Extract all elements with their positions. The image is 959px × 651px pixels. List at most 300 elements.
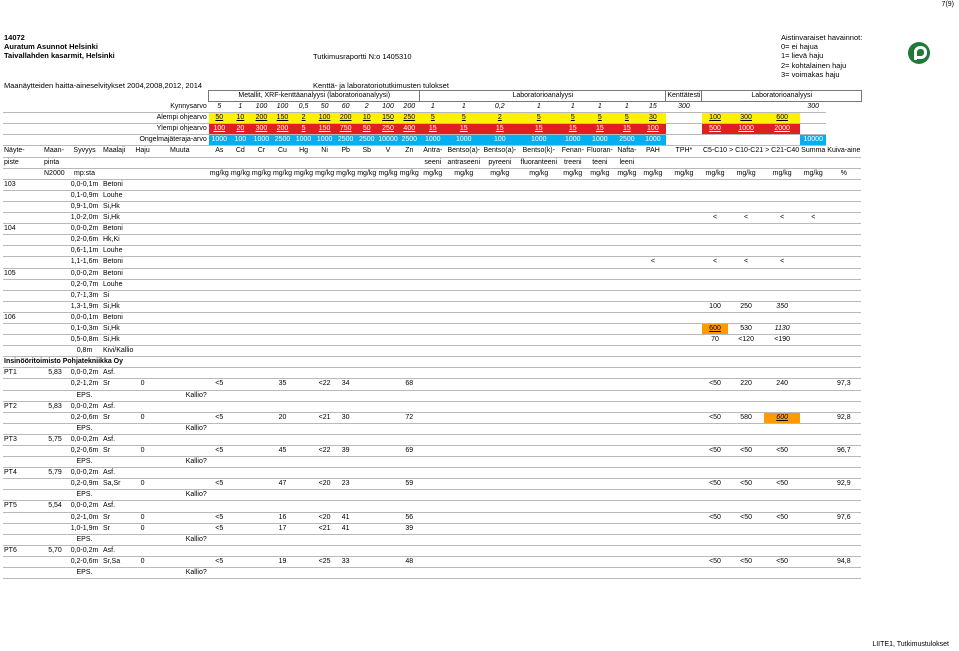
empty-cell (399, 246, 420, 257)
empty-cell (446, 312, 482, 323)
empty-cell (482, 556, 518, 567)
unit-cell: mg/kg (614, 168, 640, 179)
empty-cell (356, 290, 377, 301)
empty-cell (614, 201, 640, 212)
col-other: Muuta (151, 146, 209, 157)
empty-cell (43, 213, 67, 224)
empty-cell (586, 568, 614, 579)
empty-cell (560, 246, 586, 257)
empty-cell (293, 268, 314, 279)
empty-cell (230, 201, 251, 212)
empty-cell (482, 379, 518, 390)
sample-depth: 0,1-0,9m (67, 190, 102, 201)
empty-cell (314, 224, 335, 235)
empty-cell (560, 290, 586, 301)
sample-point: 105 (3, 268, 43, 279)
pt-row (3, 479, 861, 490)
empty-cell (560, 257, 586, 268)
empty-cell (518, 457, 560, 468)
empty-cell (446, 568, 482, 579)
empty-cell (764, 401, 800, 412)
empty-cell (43, 279, 67, 290)
unit-cell: mg/kg (482, 168, 518, 179)
sample-row (3, 179, 861, 190)
limit-value: 15 (640, 102, 666, 113)
empty-cell (586, 301, 614, 312)
empty-cell (614, 434, 640, 445)
empty-cell (209, 346, 230, 357)
empty-cell (134, 323, 150, 334)
soil-type: Asf. (102, 501, 134, 512)
empty-cell (560, 479, 586, 490)
limit-value (764, 102, 800, 113)
empty-cell (377, 512, 398, 523)
empty-cell (377, 323, 398, 334)
empty-cell (43, 490, 67, 501)
company-logo (908, 42, 930, 64)
pt-surface: 5,54 (43, 501, 67, 512)
empty-cell (482, 257, 518, 268)
empty-cell (560, 279, 586, 290)
empty-cell (134, 401, 150, 412)
soil-type: Sr (102, 446, 134, 457)
empty-cell (586, 423, 614, 434)
sample-depth: 0,5-0,8m (67, 335, 102, 346)
empty-cell (826, 357, 861, 368)
metal-value: 20 (272, 412, 293, 423)
col-oil: > C21-C40 (764, 146, 800, 157)
empty-cell (640, 368, 666, 379)
pt-point: PT4 (3, 468, 43, 479)
empty-cell (134, 390, 150, 401)
empty-cell (666, 335, 702, 346)
empty-cell (518, 190, 560, 201)
oil-value: <50 (764, 512, 800, 523)
empty-cell (518, 201, 560, 212)
col-surface: Maan- (43, 146, 67, 157)
soil-type: Asf. (102, 434, 134, 445)
empty-cell (134, 545, 150, 556)
dry-matter: 97,6 (826, 512, 861, 523)
oil-value: < (728, 213, 764, 224)
empty-cell (728, 235, 764, 246)
empty-cell (43, 479, 67, 490)
empty-cell (560, 190, 586, 201)
empty-cell (356, 457, 377, 468)
pt-point: PT3 (3, 434, 43, 445)
col-pah: Bentso(a)- (482, 146, 518, 157)
empty-cell (702, 457, 728, 468)
empty-cell (614, 390, 640, 401)
empty-cell (586, 379, 614, 390)
empty-cell (586, 490, 614, 501)
empty-cell (293, 534, 314, 545)
pt-surface: 5,79 (43, 468, 67, 479)
limit-value: 15 (446, 124, 482, 135)
empty-cell (826, 490, 861, 501)
col-pah: Bentso(k)- (518, 146, 560, 157)
empty-cell (666, 201, 702, 212)
empty-cell (586, 545, 614, 556)
empty-cell (666, 434, 702, 445)
empty-cell (293, 457, 314, 468)
empty-cell (446, 390, 482, 401)
empty-cell (614, 346, 640, 357)
empty-cell (518, 446, 560, 457)
empty-cell (420, 279, 446, 290)
metal-value: 34 (335, 379, 356, 390)
footer-label: LIITE1, Tutkimustulokset (872, 641, 949, 648)
empty-cell (377, 268, 398, 279)
limit-value: 1 (420, 102, 446, 113)
empty-cell (446, 346, 482, 357)
empty-cell (482, 390, 518, 401)
empty-cell (272, 434, 293, 445)
empty-cell (702, 235, 728, 246)
oil-value: < (702, 213, 728, 224)
empty-cell (377, 468, 398, 479)
empty-cell (728, 201, 764, 212)
empty-cell (335, 213, 356, 224)
empty-cell (826, 301, 861, 312)
oil-value: <50 (702, 512, 728, 523)
col-metal: Cu (272, 146, 293, 157)
metal-value: 23 (335, 479, 356, 490)
empty-cell (560, 179, 586, 190)
empty-cell (151, 512, 209, 523)
empty-cell (518, 257, 560, 268)
col-pah: PAH (640, 146, 666, 157)
empty-cell (586, 556, 614, 567)
empty-cell (251, 545, 272, 556)
empty-cell (251, 290, 272, 301)
empty-cell (134, 490, 150, 501)
oil-value: <50 (728, 446, 764, 457)
empty-cell (377, 379, 398, 390)
empty-cell (640, 379, 666, 390)
col-pah: Fenan- (560, 146, 586, 157)
unit-cell: mg/kg (230, 168, 251, 179)
empty-cell (134, 423, 150, 434)
limit-value: 5 (518, 113, 560, 124)
empty-cell (666, 368, 702, 379)
empty-cell (764, 434, 800, 445)
empty-cell (826, 190, 861, 201)
empty-cell (666, 556, 702, 567)
empty-cell (764, 201, 800, 212)
metal-value: 30 (335, 412, 356, 423)
report-header (4, 33, 115, 60)
empty-cell (335, 290, 356, 301)
limit-value: 150 (272, 113, 293, 124)
sample-point (3, 257, 43, 268)
empty-cell (67, 157, 102, 168)
empty-cell (251, 257, 272, 268)
empty-cell (251, 346, 272, 357)
limit-value: 300 (666, 102, 702, 113)
soil-type: Asf. (102, 468, 134, 479)
oil-value: 600 (702, 323, 728, 334)
limit-value (666, 113, 702, 124)
empty-cell (446, 213, 482, 224)
empty-cell (800, 246, 826, 257)
empty-cell (272, 457, 293, 468)
empty-cell (826, 457, 861, 468)
empty-cell (134, 468, 150, 479)
empty-cell (446, 201, 482, 212)
pt-depth: 0,0-0,2m (67, 501, 102, 512)
empty-cell (764, 157, 800, 168)
empty-cell (335, 457, 356, 468)
empty-cell (560, 235, 586, 246)
empty-cell (446, 556, 482, 567)
empty-cell (3, 490, 43, 501)
empty-cell (640, 512, 666, 523)
empty-cell (728, 468, 764, 479)
metal-value: 17 (272, 523, 293, 534)
empty-cell (826, 246, 861, 257)
empty-cell (800, 335, 826, 346)
empty-cell (826, 201, 861, 212)
pt-surface: 5,70 (43, 545, 67, 556)
empty-cell (314, 568, 335, 579)
empty-cell (293, 468, 314, 479)
sample-point (3, 290, 43, 301)
empty-cell (640, 301, 666, 312)
sample-depth: 0,0-0,1m (67, 312, 102, 323)
empty-cell (420, 235, 446, 246)
soil-type (102, 534, 134, 545)
empty-cell (586, 323, 614, 334)
empty-cell (43, 290, 67, 301)
empty-cell (209, 423, 230, 434)
empty-cell (335, 257, 356, 268)
sample-depth: 0,2-0,6m (67, 235, 102, 246)
empty-cell (560, 501, 586, 512)
empty-cell (134, 434, 150, 445)
empty-cell (446, 368, 482, 379)
empty-cell (560, 213, 586, 224)
empty-cell (764, 235, 800, 246)
empty-cell (293, 479, 314, 490)
remark: Kallio? (151, 457, 209, 468)
pt-depth: 0,0-0,2m (67, 434, 102, 445)
empty-cell (293, 157, 314, 168)
empty-cell (230, 157, 251, 168)
pt-depth: EPS. (67, 423, 102, 434)
empty-cell (134, 457, 150, 468)
unit-cell: mg/kg (560, 168, 586, 179)
empty-cell (335, 423, 356, 434)
empty-cell (356, 268, 377, 279)
limit-value: 1 (560, 102, 586, 113)
empty-cell (614, 468, 640, 479)
oil-value: 530 (728, 323, 764, 334)
pt-row (3, 556, 861, 567)
empty-cell (420, 379, 446, 390)
sample-row (3, 213, 861, 224)
empty-cell (640, 556, 666, 567)
empty-cell (209, 490, 230, 501)
empty-cell (586, 290, 614, 301)
empty-cell (482, 490, 518, 501)
empty-cell (314, 457, 335, 468)
empty-cell (640, 423, 666, 434)
empty-cell (377, 401, 398, 412)
empty-cell (399, 346, 420, 357)
empty-cell (420, 268, 446, 279)
oil-value: 240 (764, 379, 800, 390)
empty-cell (209, 179, 230, 190)
metal-value: <20 (314, 479, 335, 490)
remark: Kallio? (151, 534, 209, 545)
empty-cell (43, 412, 67, 423)
empty-cell (826, 213, 861, 224)
empty-cell (43, 246, 67, 257)
empty-cell (482, 479, 518, 490)
empty-cell (518, 224, 560, 235)
limit-value (800, 124, 826, 135)
empty-cell (702, 368, 728, 379)
empty-cell (335, 190, 356, 201)
soil-type: Si,Hk (102, 323, 134, 334)
empty-cell (3, 556, 43, 567)
empty-cell (420, 512, 446, 523)
oil-value: 1130 (764, 323, 800, 334)
limit-value: 15 (518, 124, 560, 135)
empty-cell (446, 190, 482, 201)
empty-cell (666, 412, 702, 423)
empty-cell (764, 490, 800, 501)
empty-cell (446, 257, 482, 268)
empty-cell (377, 534, 398, 545)
empty-cell (420, 568, 446, 579)
empty-cell (356, 423, 377, 434)
pt-depth: 0,2-1,0m (67, 512, 102, 523)
col-metal: Cd (230, 146, 251, 157)
empty-cell (209, 213, 230, 224)
sample-point: 104 (3, 224, 43, 235)
empty-cell (560, 490, 586, 501)
limit-value: 5 (614, 113, 640, 124)
project-title: Maanäytteiden haitta-aineselvitykset 2004,2008,2012, 2014 (4, 81, 203, 90)
empty-cell (586, 213, 614, 224)
unit-cell: mg/kg (356, 168, 377, 179)
soil-type: Betoni (102, 312, 134, 323)
empty-cell (272, 268, 293, 279)
pt-row (3, 545, 861, 556)
empty-cell (586, 346, 614, 357)
empty-cell (614, 512, 640, 523)
empty-cell (151, 479, 209, 490)
empty-cell (826, 468, 861, 479)
empty-cell (399, 335, 420, 346)
sample-point (3, 346, 43, 357)
empty-cell (377, 457, 398, 468)
empty-cell (420, 412, 446, 423)
empty-cell (800, 512, 826, 523)
empty-cell (314, 346, 335, 357)
empty-cell (446, 501, 482, 512)
empty-cell (251, 179, 272, 190)
empty-cell (560, 357, 586, 368)
empty-cell (43, 379, 67, 390)
sample-point (3, 335, 43, 346)
pt-row (3, 412, 861, 423)
empty-cell (399, 368, 420, 379)
metal-value: 41 (335, 523, 356, 534)
pt-depth: 0,2-0,6m (67, 446, 102, 457)
empty-cell (482, 457, 518, 468)
empty-cell (377, 213, 398, 224)
empty-cell (335, 312, 356, 323)
empty-cell (420, 213, 446, 224)
pt-row (3, 401, 861, 412)
empty-cell (293, 556, 314, 567)
empty-cell (800, 501, 826, 512)
empty-cell (377, 257, 398, 268)
sample-row (3, 312, 861, 323)
empty-cell (614, 412, 640, 423)
empty-cell (134, 213, 150, 224)
empty-cell (702, 179, 728, 190)
empty-cell (399, 490, 420, 501)
unit-cell: mg/kg (586, 168, 614, 179)
sample-point (3, 235, 43, 246)
empty-cell (151, 213, 209, 224)
empty-cell (482, 568, 518, 579)
empty-cell (560, 401, 586, 412)
empty-cell (482, 545, 518, 556)
limit-value: 5 (560, 113, 586, 124)
limit-value: 1000 (209, 135, 230, 146)
column-header-row-units (3, 168, 861, 179)
empty-cell (230, 434, 251, 445)
empty-cell (728, 246, 764, 257)
pt-depth: EPS. (67, 534, 102, 545)
soil-type: Hk,Ki (102, 235, 134, 246)
empty-cell (420, 401, 446, 412)
limit-value: 2500 (399, 135, 420, 146)
limit-value: 15 (482, 124, 518, 135)
empty-cell (420, 190, 446, 201)
empty-cell (293, 257, 314, 268)
empty-cell (666, 346, 702, 357)
empty-cell (666, 323, 702, 334)
limit-value: 5 (586, 113, 614, 124)
dry-matter: 92,9 (826, 479, 861, 490)
sample-point (3, 190, 43, 201)
empty-cell (335, 235, 356, 246)
results-title: Kenttä- ja laboratoriotutkimusten tulokset (313, 81, 449, 90)
empty-cell (3, 390, 43, 401)
pt-row (3, 501, 861, 512)
empty-cell (335, 224, 356, 235)
empty-cell (102, 168, 134, 179)
empty-cell (134, 335, 150, 346)
empty-cell (272, 346, 293, 357)
empty-cell (482, 268, 518, 279)
empty-cell (518, 368, 560, 379)
empty-cell (272, 301, 293, 312)
empty-cell (251, 512, 272, 523)
empty-cell (209, 312, 230, 323)
metal-value: <5 (209, 379, 230, 390)
empty-cell (826, 434, 861, 445)
empty-cell (482, 401, 518, 412)
empty-cell (666, 179, 702, 190)
oil-value: <50 (764, 556, 800, 567)
